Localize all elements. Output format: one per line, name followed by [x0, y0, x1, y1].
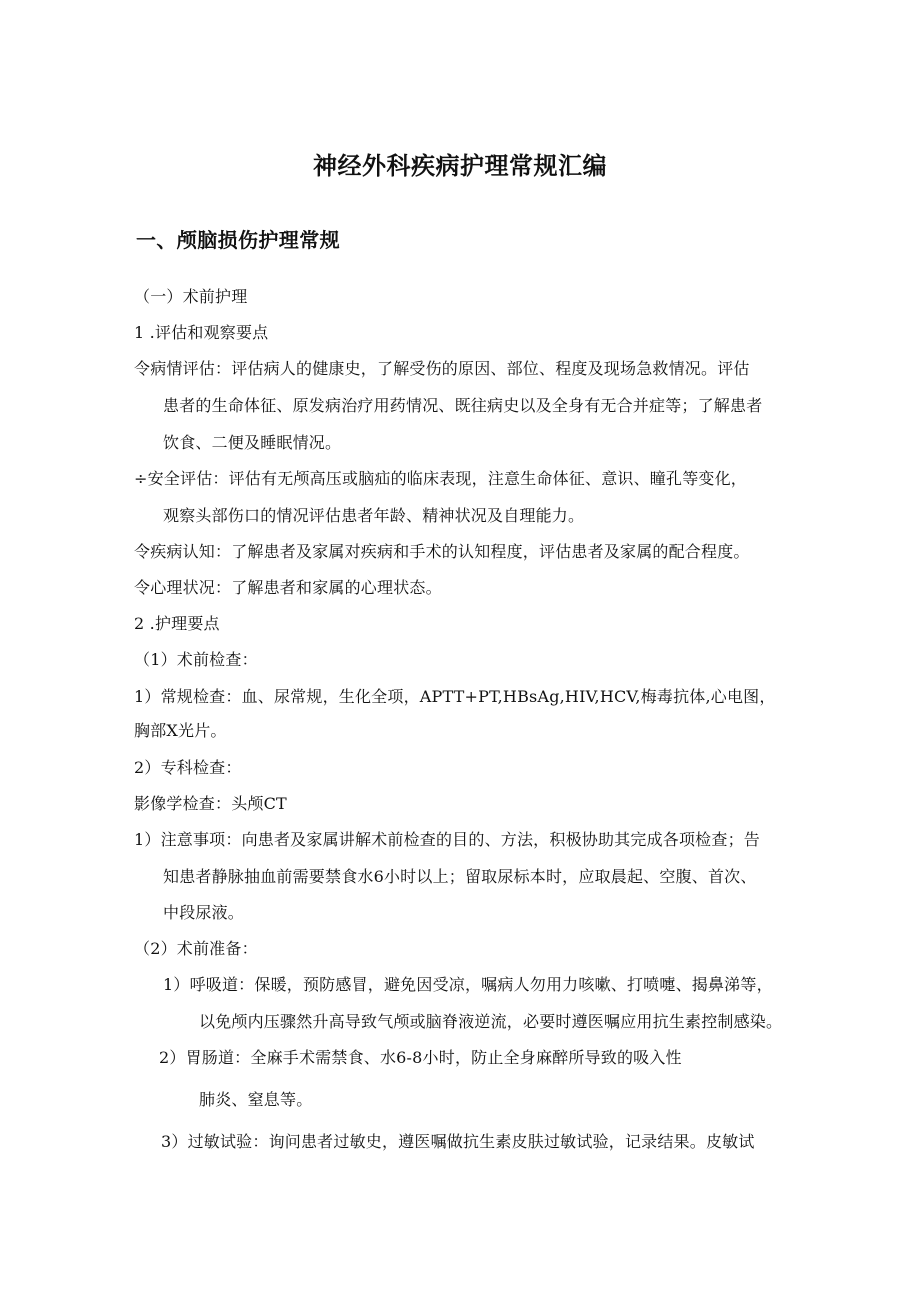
text-line: 患者的生命体征、原发病治疗用药情况、既往病史以及全身有无合并症等；了解患者: [163, 396, 763, 415]
text-line: 观察头部伤口的情况评估患者年龄、精神状况及自理能力。: [163, 506, 585, 525]
text-line: （一）术前护理: [134, 287, 248, 306]
section-heading: 一、颅脑损伤护理常规: [136, 228, 340, 252]
text-line: 令疾病认知：了解患者及家属对疾病和手术的认知程度，评估患者及家属的配合程度。: [134, 542, 750, 561]
text-line: 中段尿液。: [163, 903, 245, 922]
text-line: 1）常规检查：血、尿常规，生化全项，APTT+PT,HBsAg,HIV,HCV,梅毒抗体,心电图，: [134, 687, 776, 706]
text-line: 1）呼吸道：保暖，预防感冒，避免因受凉，嘱病人勿用力咳嗽、打喷嚏、揭鼻涕等，: [163, 975, 773, 994]
text-line: 3）过敏试验：询问患者过敏史，遵医嘱做抗生素皮肤过敏试验，记录结果。皮敏试: [161, 1132, 755, 1151]
text-line: （2）术前准备：: [134, 939, 258, 958]
text-line: 令心理状况：了解患者和家属的心理状态。: [134, 578, 442, 597]
text-line: 肺炎、窒息等。: [199, 1090, 313, 1109]
text-line: 1 .评估和观察要点: [134, 323, 269, 342]
text-line: （1）术前检查：: [134, 650, 258, 669]
document-title: 神经外科疾病护理常规汇编: [313, 152, 607, 180]
text-line: 知患者静脉抽血前需要禁食水6小时以上；留取尿标本时，应取晨起、空腹、首次、: [163, 867, 757, 886]
text-line: 胸部X光片。: [134, 721, 227, 740]
text-line: 2）专科检查：: [134, 758, 242, 777]
text-line: ÷安全评估：评估有无颅高压或脑疝的临床表现，注意生命体征、意识、瞳孔等变化，: [134, 469, 748, 488]
text-line: 饮食、二便及睡眠情况。: [163, 433, 342, 452]
text-line: 2）胃肠道：全麻手术需禁食、水6-8小时，防止全身麻醉所导致的吸入性: [159, 1048, 682, 1067]
text-line: 令病情评估：评估病人的健康史，了解受伤的原因、部位、程度及现场急救情况。评估: [134, 359, 750, 378]
text-line: 2 .护理要点: [134, 614, 220, 633]
text-line: 影像学检查：头颅CT: [134, 794, 287, 813]
text-line: 以免颅内压骤然升高导致气颅或脑脊液逆流，必要时遵医嘱应用抗生素控制感染。: [199, 1012, 783, 1031]
text-line: 1）注意事项：向患者及家属讲解术前检查的目的、方法，积极协助其完成各项检查；告: [134, 830, 760, 849]
